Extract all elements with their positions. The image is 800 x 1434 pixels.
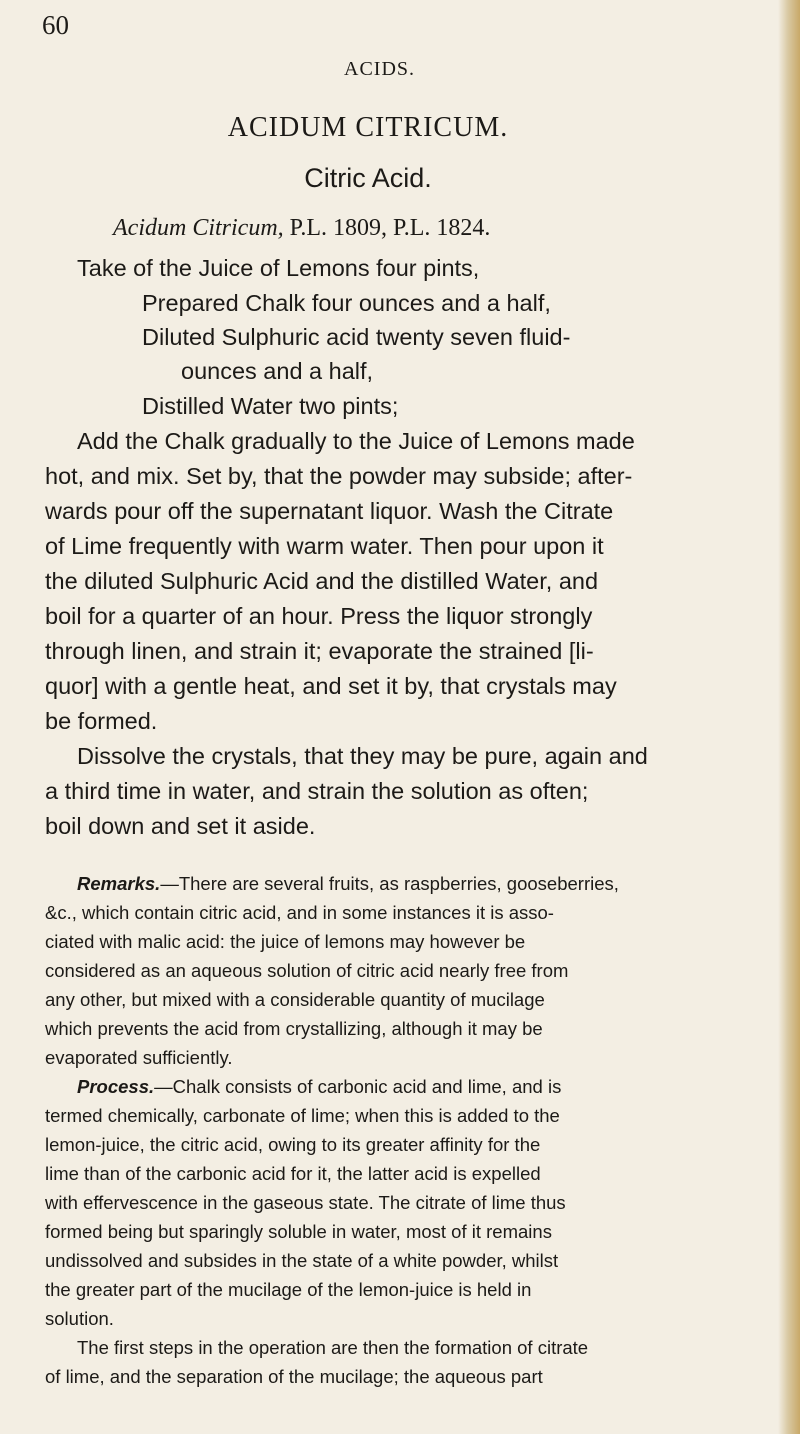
page-edge-shadow [778,0,800,1434]
recipe-line: quor] with a gentle heat, and set it by, that crystals may [45,673,617,699]
notes-line: which prevents the acid from crystallizing, although it may be [45,1018,543,1039]
recipe-line: Take of the Juice of Lemons four pints, [77,255,480,281]
notes-line: &c., which contain citric acid, and in some instances it is asso- [45,902,554,923]
notes-line: ciated with malic acid: the juice of lemons may however be [45,931,526,952]
synonym-latin: Acidum Citricum, [113,215,284,241]
recipe-line: be formed. [45,708,158,734]
notes-line: formed being but sparingly soluble in water, most of it remains [45,1221,552,1242]
recipe-line: Distilled Water two pints; [142,393,399,419]
notes-line: Process.—Chalk consists of carbonic acid and lime, and is [77,1076,562,1097]
recipe-line: Add the Chalk gradually to the Juice of Lemons made [77,428,635,454]
notes-line: with effervescence in the gaseous state. The citrate of lime thus [45,1192,566,1213]
subtitle: Citric Acid. [304,163,432,193]
notes-line: evaporated sufficiently. [45,1047,233,1068]
process-label: Process. [77,1076,155,1097]
recipe-line: Diluted Sulphuric acid twenty seven fluid- [142,324,571,350]
recipe-line: a third time in water, and strain the solution as often; [45,778,589,804]
notes-line: Remarks.—There are several fruits, as raspberries, gooseberries, [77,873,619,894]
notes-line: of lime, and the separation of the mucilage; the aqueous part [45,1366,543,1387]
notes-line: solution. [45,1308,114,1329]
synonym-line [113,215,490,242]
synonym-refs: P.L. 1809, P.L. 1824. [289,215,491,241]
notes-line: undissolved and subsides in the state of a white powder, whilst [45,1250,559,1271]
recipe-line: the diluted Sulphuric Acid and the distilled Water, and [45,568,599,594]
notes-line: any other, but mixed with a considerable quantity of mucilage [45,989,545,1010]
notes-line: lemon-juice, the citric acid, owing to its greater affinity for the [45,1134,541,1155]
notes-line: lime than of the carbonic acid for it, the latter acid is expelled [45,1163,541,1184]
notes-line: termed chemically, carbonate of lime; when this is added to the [45,1105,560,1126]
recipe-line: wards pour off the supernatant liquor. Wash the Citrate [45,498,614,524]
recipe-line: boil down and set it aside. [45,813,316,839]
recipe-line: Dissolve the crystals, that they may be pure, again and [77,743,648,769]
notes-line: The first steps in the operation are then the formation of citrate [77,1337,589,1358]
recipe-line: hot, and mix. Set by, that the powder may subside; after- [45,463,633,489]
notes-line: the greater part of the mucilage of the lemon-juice is held in [45,1279,532,1300]
recipe-line: boil for a quarter of an hour. Press the liquor strongly [45,603,593,629]
recipe-line: through linen, and strain it; evaporate the strained [li- [45,638,594,664]
page-number: 60 [42,10,69,40]
recipe-line: of Lime frequently with warm water. Then pour upon it [45,533,604,559]
recipe-line: Prepared Chalk four ounces and a half, [142,290,551,316]
notes-line: considered as an aqueous solution of citric acid nearly free from [45,960,569,981]
recipe-line: ounces and a half, [181,358,374,384]
running-head: ACIDS. [344,58,416,80]
remarks-label: Remarks. [77,873,161,894]
page-title: ACIDUM CITRICUM. [227,112,509,143]
